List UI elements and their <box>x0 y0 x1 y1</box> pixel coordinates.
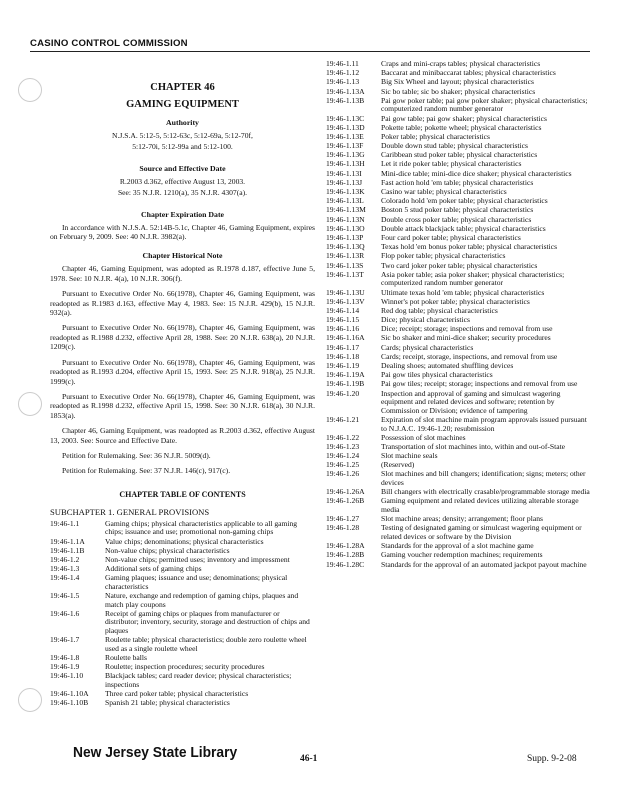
toc-entry-number: 19:46-1.13M <box>326 205 366 215</box>
toc-entry-number: 19:46-1.13 <box>326 77 360 87</box>
toc-entry-number: 19:46-1.25 <box>326 460 360 470</box>
toc-entry <box>326 416 592 433</box>
page-number: 46-1 <box>300 754 318 764</box>
toc-entry-title: Three card poker table; physical characteristics <box>105 689 249 699</box>
toc-entry-number: 19:46-1.14 <box>326 305 360 315</box>
toc-entry-title: Pai gow poker table; pai gow poker shaker; physical characteristics; computerized random number generator <box>381 95 588 114</box>
toc-entry <box>326 216 592 225</box>
toc-entry-number: 19:46-1.13A <box>326 86 365 96</box>
toc-entry-title: Two card joker poker table; physical characteristics <box>381 260 538 270</box>
punch-hole-icon <box>18 78 42 102</box>
toc-entry-title: Gaming chips; physical characteristics applicable to all gaming chips; issuance and use; promotional non-gaming chips <box>105 518 298 537</box>
toc-entry-title: (Reserved) <box>381 460 415 470</box>
toc-entry-title: Dice; physical characteristics <box>381 315 470 325</box>
toc-entry <box>326 561 592 570</box>
toc-entry <box>326 206 592 215</box>
source-line: R.2003 d.362, effective August 13, 2003. <box>119 176 246 186</box>
toc-entry-title: Big Six Wheel and layout; physical characteristics <box>381 77 534 87</box>
toc-entry-title: Sic bo shaker and mini-dice shaker; security procedures <box>381 333 551 343</box>
toc-entry-title: Caribbean stud poker table; physical characteristics <box>381 150 538 160</box>
toc-entry-number: 19:46-1.13G <box>326 150 365 160</box>
toc-entry-title: Roulette table; physical characteristics; double zero roulette wheel used as a single roulette wheel <box>105 635 307 653</box>
toc-entry-title: Asia poker table; asia poker shaker; physical characteristics; computerized random number generator <box>381 269 565 288</box>
toc-entry <box>326 390 592 416</box>
toc-entry-title: Sic bo table; sic bo shaker; physical characteristics <box>381 86 536 96</box>
toc-entry-number: 19:46-1.28B <box>326 550 365 560</box>
toc-entry-number: 19:46-1.13U <box>326 287 365 297</box>
toc-entry <box>50 672 315 689</box>
toc-entry-title: Double down stud table; physical characteristics <box>381 141 528 151</box>
source-line: See: 35 N.J.R. 1210(a), 35 N.J.R. 4307(a). <box>117 188 248 198</box>
toc-entry-number: 19:46-1.13O <box>326 223 365 233</box>
toc-entry-title: Flop poker table; physical characteristics <box>381 251 506 261</box>
toc-entry-title: Cards; receipt, storage, inspections, and removal from use <box>381 351 558 361</box>
toc-entry-number: 19:46-1.13J <box>326 177 363 187</box>
toc-entry-title: Colorado hold 'em poker table; physical characteristics <box>381 196 548 206</box>
history-paragraph: Chapter 46, Gaming Equipment, was readopted as R.2003 d.362, effective August 13, 2003. See: Source and Effective Date. <box>50 426 315 445</box>
toc-entry-title: Value chips; denominations; physical characteristics <box>105 536 264 546</box>
chapter-number: CHAPTER 46 <box>150 82 215 93</box>
toc-entry-number: 19:46-1.26B <box>326 496 365 506</box>
toc-entry-title: Craps and mini-craps tables; physical characteristics <box>381 59 541 68</box>
toc-entry-number: 19:46-1.13B <box>326 95 365 105</box>
toc-entry-title: Bill changers with electrically crasable/programmable storage media <box>381 487 590 497</box>
toc-entry-number: 19:46-1.23 <box>326 441 360 451</box>
library-stamp: New Jersey State Library <box>73 744 238 761</box>
toc-entry <box>50 574 315 591</box>
toc-entry-title: Transportation of slot machines into, within and out-of-State <box>381 441 566 451</box>
toc-entry-title: Standards for the approval of an automated jackpot payout machine <box>381 559 587 569</box>
toc-entry <box>326 78 592 87</box>
toc-entry-title: Slot machines and bill changers; identification; signs; meters; other devices <box>381 469 586 488</box>
history-paragraph: Pursuant to Executive Order No. 66(1978), Chapter 46, Gaming Equipment, was readopted as R.1998 d.232, effective April 15, 1998. See: 30 N.J.R. 618(a), 30 N.J.R. 1853(a). <box>50 391 315 420</box>
toc-entry-title: Dice; receipt; storage; inspections and removal from use <box>381 324 553 334</box>
toc-entry <box>326 88 592 97</box>
toc-entry-number: 19:46-1.13R <box>326 251 365 261</box>
expiration-heading: Chapter Expiration Date <box>140 209 225 219</box>
toc-entry-title: Winner's pot poker table; physical characteristics <box>381 296 530 306</box>
toc-entry <box>326 380 592 389</box>
toc-entry-title: Double attack blackjack table; physical characteristics <box>381 223 546 233</box>
toc-entry-number: 19:46-1.13I <box>326 168 362 178</box>
toc-entry <box>326 271 592 288</box>
toc-entry-number: 19:46-1.11 <box>326 59 359 68</box>
toc-entry-title: Texas hold 'em bonus poker table; physical characteristics <box>381 242 558 252</box>
toc-entry-title: Pokette table; pokette wheel; physical characteristics <box>381 122 542 132</box>
toc-entry-title: Possession of slot machines <box>381 432 466 442</box>
toc-entry-number: 19:46-1.13Q <box>326 242 365 252</box>
toc-entry-number: 19:46-1.17 <box>326 342 360 352</box>
toc-entry-number: 19:46-1.18 <box>326 351 360 361</box>
toc-entry-number: 19:46-1.13V <box>326 296 365 306</box>
toc-entry <box>50 592 315 609</box>
toc-entry-number: 19:46-1.15 <box>326 315 360 325</box>
toc-entry <box>326 470 592 487</box>
toc-entry-number: 19:46-1.9 <box>50 662 80 672</box>
toc-entry-number: 19:46-1.28A <box>326 541 365 551</box>
toc-entry-number: 19:46-1.19 <box>326 361 360 370</box>
toc-entry <box>326 115 592 124</box>
chapter-name: GAMING EQUIPMENT <box>126 99 239 110</box>
history-paragraph: Pursuant to Executive Order No. 66(1978), Chapter 46, Gaming Equipment, was readopted as R.1993 d.204, effective April 15, 1993. See: 25 N.J.R. 918(a), 25 N.J.R. 1999(c). <box>50 357 315 386</box>
toc-entry-title: Double cross poker table; physical characteristics <box>381 214 532 224</box>
toc-entry <box>326 551 592 560</box>
toc-entry-title: Casino war table; physical characteristics <box>381 187 507 197</box>
toc-entry <box>326 452 592 461</box>
toc-entry-title: Ultimate texas hold 'em table; physical characteristics <box>381 287 545 297</box>
toc-entry-number: 19:46-1.5 <box>50 591 80 601</box>
toc-entry-title: Standards for the approval of a slot machine game <box>381 541 534 551</box>
toc-entry-title: Cards; physical characteristics <box>381 342 474 352</box>
right-column <box>326 60 592 570</box>
history-paragraph: Chapter 46, Gaming Equipment, was adopted as R.1978 d.187, effective June 5, 1978. See: 10 N.J.R. 4(a), 10 N.J.R. 306(f). <box>50 264 315 283</box>
toc-entry-number: 19:46-1.16 <box>326 324 360 334</box>
toc-entry-number: 19:46-1.13L <box>326 196 364 206</box>
toc-entry <box>326 262 592 271</box>
toc-entry-number: 19:46-1.19A <box>326 370 365 380</box>
toc-entry-title: Pai gow table; pai gow shaker; physical characteristics <box>381 113 547 123</box>
toc-entry <box>326 344 592 353</box>
supplement-date: Supp. 9-2-08 <box>527 754 577 764</box>
toc-entry-number: 19:46-1.1A <box>50 536 85 546</box>
toc-entry-number: 19:46-1.6 <box>50 608 80 618</box>
toc-entry-title: Nature, exchange and redemption of gaming chips, plaques and match play coupons <box>105 591 299 609</box>
toc-entry <box>326 443 592 452</box>
toc-entry-number: 19:46-1.12 <box>326 68 360 78</box>
history-paragraph: Pursuant to Executive Order No. 66(1978), Chapter 46, Gaming Equipment, was readopted as R.1988 d.232, effective April 28, 1988. See: 20 N.J.R. 638(a), 20 N.J.R. 1209(c). <box>50 323 315 352</box>
toc-entry-number: 19:46-1.13P <box>326 232 364 242</box>
source-heading: Source and Effective Date <box>139 163 226 173</box>
toc-entry-number: 19:46-1.21 <box>326 414 360 424</box>
toc-entry-number: 19:46-1.19B <box>326 379 365 389</box>
toc-entry <box>326 160 592 169</box>
toc-list-right <box>326 60 592 569</box>
toc-entry-number: 19:46-1.10 <box>50 671 84 681</box>
toc-list-left <box>50 520 315 708</box>
history-paragraph: Pursuant to Executive Order No. 66(1978), Chapter 46, Gaming Equipment, was readopted as R.1983 d.163, effective May 4, 1983. See: 15 N.J.R. 429(b), 15 N.J.R. 932(a). <box>50 289 315 318</box>
punch-hole-icon <box>18 688 42 712</box>
toc-entry-number: 19:46-1.4 <box>50 573 80 583</box>
toc-entry-title: Blackjack tables; card reader device; physical characteristics; inspections <box>105 671 292 689</box>
toc-entry-number: 19:46-1.10B <box>50 698 89 708</box>
toc-entry-number: 19:46-1.1 <box>50 518 80 528</box>
history-paragraph: Petition for Rulemaking. See: 37 N.J.R. 146(c), 917(c). <box>62 466 231 476</box>
toc-entry-number: 19:46-1.8 <box>50 653 80 662</box>
toc-entry-number: 19:46-1.2 <box>50 554 80 564</box>
toc-entry-number: 19:46-1.10A <box>50 689 89 699</box>
toc-entry-number: 19:46-1.28C <box>326 559 365 569</box>
toc-entry-number: 19:46-1.24 <box>326 451 360 461</box>
toc-entry-number: 19:46-1.7 <box>50 635 80 645</box>
toc-entry-number: 19:46-1.16A <box>326 333 365 343</box>
toc-entry <box>50 610 315 636</box>
toc-entry-title: Four card poker table; physical characteristics <box>381 232 521 242</box>
toc-entry-title: Roulette balls <box>105 653 147 662</box>
toc-entry <box>50 699 315 708</box>
toc-entry <box>326 497 592 514</box>
toc-entry-title: Additional sets of gaming chips <box>105 564 202 574</box>
toc-entry-number: 19:46-1.13N <box>326 214 365 224</box>
toc-entry-title: Dealing shoes; automated shuffling devices <box>381 361 514 370</box>
header-rule <box>30 51 590 52</box>
toc-entry-title: Pai gow tiles physical characteristics <box>381 370 493 380</box>
toc-entry-number: 19:46-1.13S <box>326 260 364 270</box>
punch-hole-icon <box>18 392 42 416</box>
authority-line: 5:12-70i, 5:12-99a and 5:12-100. <box>132 142 233 152</box>
history-paragraph: Petition for Rulemaking. See: 36 N.J.R. 5009(d). <box>62 450 211 460</box>
toc-entry-number: 19:46-1.26A <box>326 487 365 497</box>
toc-heading: CHAPTER TABLE OF CONTENTS <box>119 489 246 499</box>
toc-entry-title: Non-value chips; physical characteristics <box>105 545 230 555</box>
running-header: CASINO CONTROL COMMISSION <box>30 38 188 49</box>
toc-entry-title: Spanish 21 table; physical characteristics <box>105 698 230 708</box>
toc-entry-title: Gaming equipment and related devices utilizing alterable storage media <box>381 496 579 515</box>
toc-entry-number: 19:46-1.13F <box>326 141 364 151</box>
toc-entry-title: Fast action hold 'em table; physical characteristics <box>381 177 534 187</box>
toc-entry-title: Poker table; physical characteristics <box>381 131 491 141</box>
toc-entry <box>326 170 592 179</box>
toc-entry-number: 19:46-1.13K <box>326 187 365 197</box>
toc-entry-title: Baccarat and minibaccarat tables; physical characteristics <box>381 68 556 78</box>
toc-entry-number: 19:46-1.13E <box>326 131 364 141</box>
toc-entry-number: 19:46-1.28 <box>326 523 360 533</box>
toc-entry-number: 19:46-1.27 <box>326 514 360 524</box>
toc-entry-title: Slot machine areas; density; arrangement; floor plans <box>381 514 543 524</box>
toc-entry <box>326 524 592 541</box>
toc-entry <box>326 298 592 307</box>
toc-entry-title: Gaming voucher redemption machines; requirements <box>381 550 543 560</box>
toc-entry-title: Testing of designated gaming or simulcast wagering equipment or related devices or software by the Division <box>381 523 582 541</box>
toc-entry-title: Boston 5 stud poker table; physical characteristics <box>381 205 534 215</box>
toc-entry-title: Mini-dice table; mini-dice dice shaker; physical characteristics <box>381 168 572 178</box>
authority-heading: Authority <box>166 118 199 127</box>
toc-entry-title: Roulette; inspection procedures; security procedures <box>105 662 265 672</box>
toc-entry <box>326 334 592 343</box>
toc-entry-title: Gaming plaques; issuance and use; denominations; physical characteristics <box>105 573 288 591</box>
toc-entry-title: Pai gow tiles; receipt; storage; inspections and removal from use <box>381 379 578 389</box>
toc-entry <box>50 538 315 547</box>
toc-entry-number: 19:46-1.13C <box>326 113 365 123</box>
toc-entry <box>50 636 315 653</box>
toc-entry-title: Let it ride poker table; physical characteristics <box>381 159 522 169</box>
toc-entry-number: 19:46-1.20 <box>326 388 360 398</box>
toc-entry-title: Red dog table; physical characteristics <box>381 305 498 315</box>
toc-entry-title: Non-value chips; permitted uses; inventory and impressment <box>105 554 290 564</box>
toc-entry <box>326 252 592 261</box>
toc-entry <box>326 97 592 114</box>
toc-entry-number: 19:46-1.22 <box>326 432 360 442</box>
toc-entry-number: 19:46-1.13H <box>326 159 365 169</box>
toc-entry <box>326 289 592 298</box>
authority-line: N.J.S.A. 5:12-5, 5:12-63c, 5:12-69a, 5:12-70f, <box>112 131 253 140</box>
toc-entry-title: Slot machine seals <box>381 451 438 461</box>
expiration-text: In accordance with N.J.S.A. 52:14B-5.1c, Chapter 46, Gaming Equipment, expires on February 9, 2009. See: 40 N.J.R. 3982(a). <box>50 222 315 242</box>
toc-entry-title: Inspection and approval of gaming and simulcast wagering equipment and related devices and software; retention by Commission or Division; evidence of tampering <box>381 388 561 415</box>
left-column <box>50 72 315 709</box>
toc-entry-number: 19:46-1.1B <box>50 545 85 555</box>
toc-entry-number: 19:46-1.3 <box>50 564 80 574</box>
toc-entry <box>50 520 315 537</box>
toc-entry-title: Expiration of slot machine main program approvals issued pursuant to N.J.A.C. 19:46-1.20; resubmission <box>381 414 587 433</box>
subchapter-heading: SUBCHAPTER 1. GENERAL PROVISIONS <box>50 506 210 517</box>
history-heading: Chapter Historical Note <box>142 251 223 261</box>
toc-entry-title: Receipt of gaming chips or plaques from manufacturer or distributor; inventory, security, storage and destruction of chips and plaques <box>105 608 310 636</box>
toc-entry-number: 19:46-1.13D <box>326 122 365 132</box>
toc-entry-number: 19:46-1.13T <box>326 269 364 279</box>
toc-entry-number: 19:46-1.26 <box>326 469 360 479</box>
